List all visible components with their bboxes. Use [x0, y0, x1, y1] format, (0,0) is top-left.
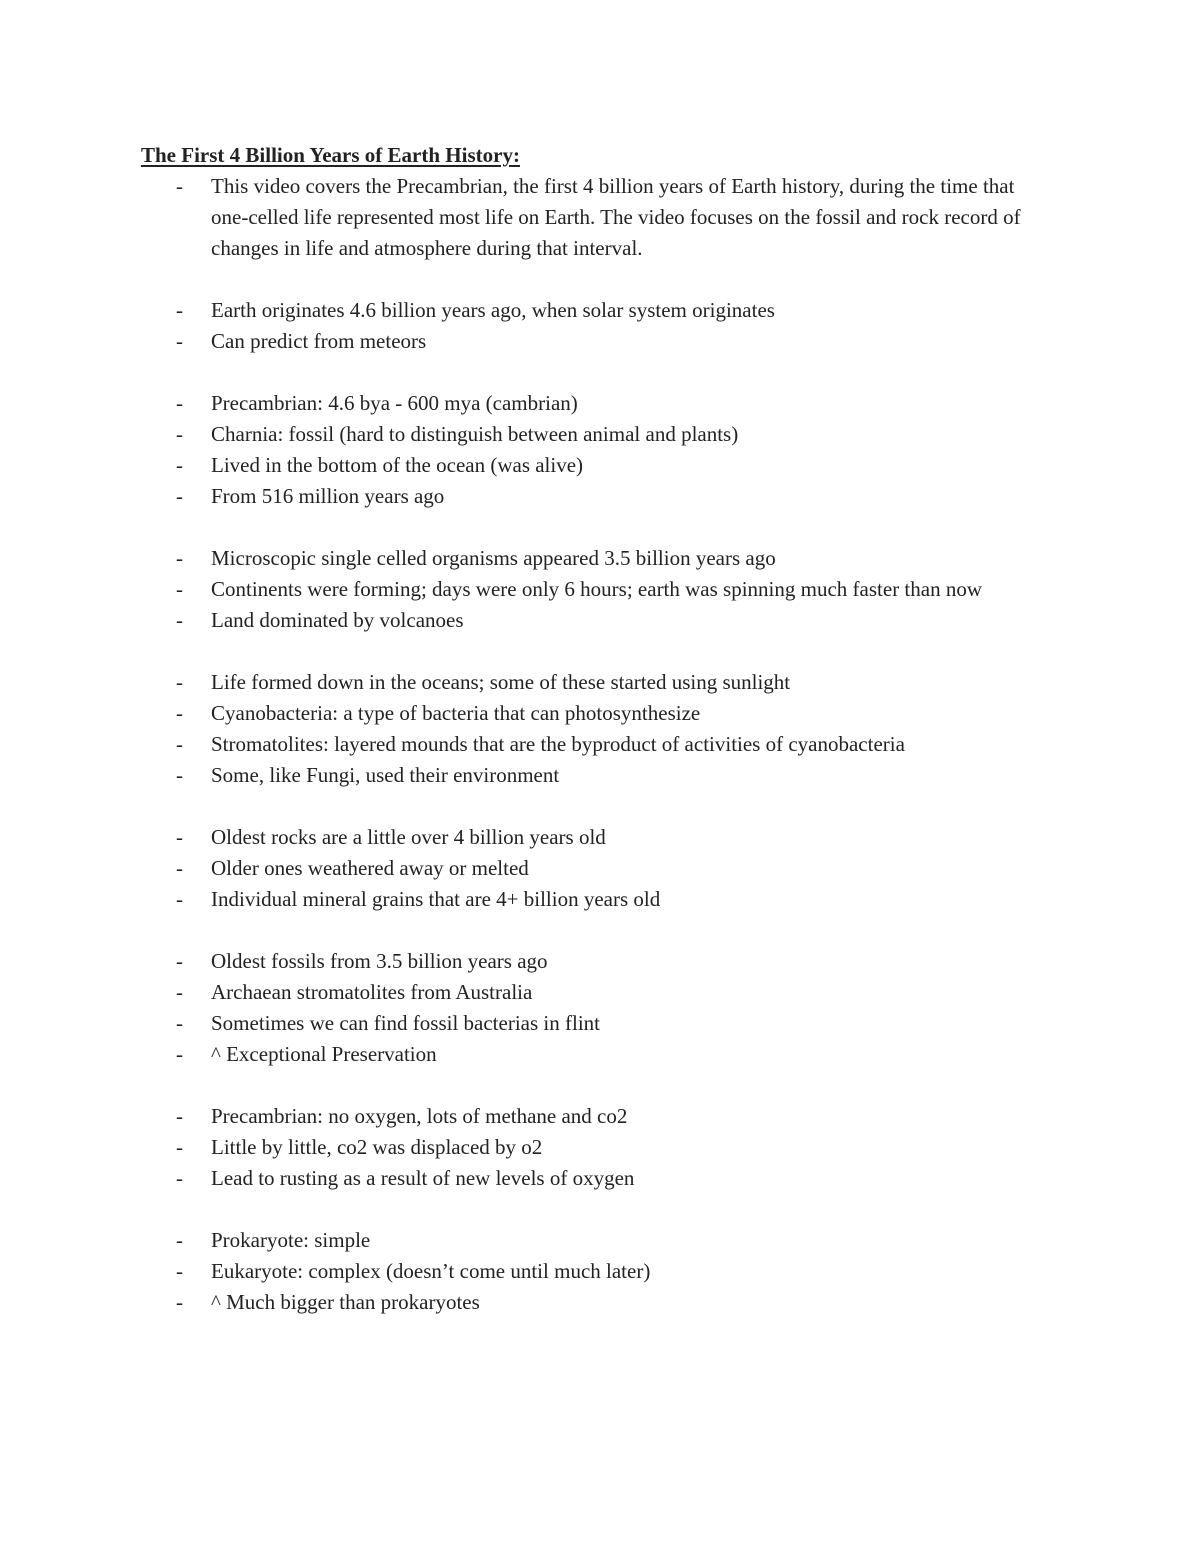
note-group-items: [0, 946, 1200, 1070]
bullet-item: [0, 543, 1041, 574]
bullet-text: Can predict from meteors: [211, 329, 427, 353]
bullet-text: Charnia: fossil (hard to distinguish between animal and plants): [211, 422, 739, 446]
note-group-items: [0, 667, 1200, 791]
dash-bullet-icon: -: [176, 1228, 183, 1252]
bullet-item: [0, 419, 1041, 450]
bullet-text: Life formed down in the oceans; some of these started using sunlight: [211, 670, 791, 694]
bullet-item: [0, 667, 1041, 698]
bullet-item: [0, 1101, 1041, 1132]
note-group: [0, 1101, 1200, 1194]
dash-bullet-icon: -: [176, 763, 183, 787]
bullet-item: [0, 884, 1041, 915]
bullet-text: Land dominated by volcanoes: [211, 608, 464, 632]
bullet-item: [0, 605, 1041, 636]
bullet-text: Cyanobacteria: a type of bacteria that can photosynthesize: [211, 701, 701, 725]
bullet-text: From 516 million years ago: [211, 484, 445, 508]
bullet-item: [0, 1039, 1041, 1070]
bullet-item: [0, 698, 1041, 729]
note-group-items: [0, 1225, 1200, 1318]
note-group: [0, 295, 1200, 357]
bullet-item: [0, 326, 1041, 357]
dash-bullet-icon: -: [176, 732, 183, 756]
dash-bullet-icon: -: [176, 422, 183, 446]
bullet-text: Older ones weathered away or melted: [211, 856, 529, 880]
dash-bullet-icon: -: [176, 174, 183, 198]
bullet-text: Microscopic single celled organisms appeared 3.5 billion years ago: [211, 546, 776, 570]
document-title: The First 4 Billion Years of Earth History:: [141, 143, 520, 167]
note-group-items: [0, 543, 1200, 636]
dash-bullet-icon: -: [176, 670, 183, 694]
dash-bullet-icon: -: [176, 608, 183, 632]
note-group: [0, 946, 1200, 1070]
bullet-item: [0, 388, 1041, 419]
dash-bullet-icon: -: [176, 1011, 183, 1035]
bullet-text: ^ Exceptional Preservation: [211, 1042, 437, 1066]
note-group-items: [0, 822, 1200, 915]
bullet-item: [0, 574, 1041, 605]
dash-bullet-icon: -: [176, 391, 183, 415]
note-group-items: [0, 1101, 1200, 1194]
bullet-text: Precambrian: no oxygen, lots of methane and co2: [211, 1104, 628, 1128]
dash-bullet-icon: -: [176, 453, 183, 477]
note-group: [0, 822, 1200, 915]
dash-bullet-icon: -: [176, 1104, 183, 1128]
note-group: [0, 171, 1200, 264]
note-group: [0, 1225, 1200, 1318]
bullet-item: [0, 171, 1041, 264]
dash-bullet-icon: -: [176, 701, 183, 725]
dash-bullet-icon: -: [176, 1290, 183, 1314]
bullet-item: [0, 1287, 1041, 1318]
bullet-item: [0, 1256, 1041, 1287]
bullet-text: Continents were forming; days were only 6 hours; earth was spinning much faster than now: [211, 577, 983, 601]
dash-bullet-icon: -: [176, 1166, 183, 1190]
note-group: [0, 543, 1200, 636]
dash-bullet-icon: -: [176, 856, 183, 880]
bullet-item: [0, 853, 1041, 884]
dash-bullet-icon: -: [176, 1135, 183, 1159]
dash-bullet-icon: -: [176, 980, 183, 1004]
notes-list: [0, 171, 1200, 1349]
bullet-item: [0, 1008, 1041, 1039]
bullet-item: [0, 822, 1041, 853]
bullet-item: [0, 295, 1041, 326]
note-group-items: [0, 171, 1200, 264]
dash-bullet-icon: -: [176, 577, 183, 601]
bullet-item: [0, 977, 1041, 1008]
bullet-text: Prokaryote: simple: [211, 1228, 371, 1252]
dash-bullet-icon: -: [176, 329, 183, 353]
bullet-text: Oldest rocks are a little over 4 billion years old: [211, 825, 606, 849]
bullet-text: ^ Much bigger than prokaryotes: [211, 1290, 480, 1314]
dash-bullet-icon: -: [176, 1259, 183, 1283]
bullet-text: Earth originates 4.6 billion years ago, when solar system originates: [211, 298, 775, 322]
bullet-item: [0, 729, 1041, 760]
dash-bullet-icon: -: [176, 546, 183, 570]
note-group-items: [0, 295, 1200, 357]
bullet-text: Individual mineral grains that are 4+ billion years old: [211, 887, 661, 911]
bullet-text: Archaean stromatolites from Australia: [211, 980, 533, 1004]
bullet-text: Little by little, co2 was displaced by o2: [211, 1135, 543, 1159]
bullet-item: [0, 450, 1041, 481]
bullet-item: [0, 1132, 1041, 1163]
bullet-text: This video covers the Precambrian, the first 4 billion years of Earth history, during the time that one-celled life represented most life on Earth. The video focuses on the fossil and rock record of changes in life and atmosphere during that interval.: [211, 174, 1021, 260]
note-group-items: [0, 388, 1200, 512]
note-group: [0, 388, 1200, 512]
note-group: [0, 667, 1200, 791]
bullet-text: Stromatolites: layered mounds that are the byproduct of activities of cyanobacteria: [211, 732, 905, 756]
bullet-text: Oldest fossils from 3.5 billion years ago: [211, 949, 548, 973]
bullet-item: [0, 760, 1041, 791]
bullet-item: [0, 481, 1041, 512]
bullet-text: Precambrian: 4.6 bya - 600 mya (cambrian): [211, 391, 578, 415]
dash-bullet-icon: -: [176, 825, 183, 849]
bullet-text: Some, like Fungi, used their environment: [211, 763, 560, 787]
dash-bullet-icon: -: [176, 1042, 183, 1066]
bullet-text: Lead to rusting as a result of new levels of oxygen: [211, 1166, 635, 1190]
dash-bullet-icon: -: [176, 484, 183, 508]
bullet-text: Lived in the bottom of the ocean (was alive): [211, 453, 584, 477]
bullet-item: [0, 946, 1041, 977]
bullet-text: Eukaryote: complex (doesn’t come until much later): [211, 1259, 651, 1283]
bullet-item: [0, 1225, 1041, 1256]
dash-bullet-icon: -: [176, 949, 183, 973]
dash-bullet-icon: -: [176, 298, 183, 322]
dash-bullet-icon: -: [176, 887, 183, 911]
bullet-item: [0, 1163, 1041, 1194]
bullet-text: Sometimes we can find fossil bacterias in flint: [211, 1011, 600, 1035]
